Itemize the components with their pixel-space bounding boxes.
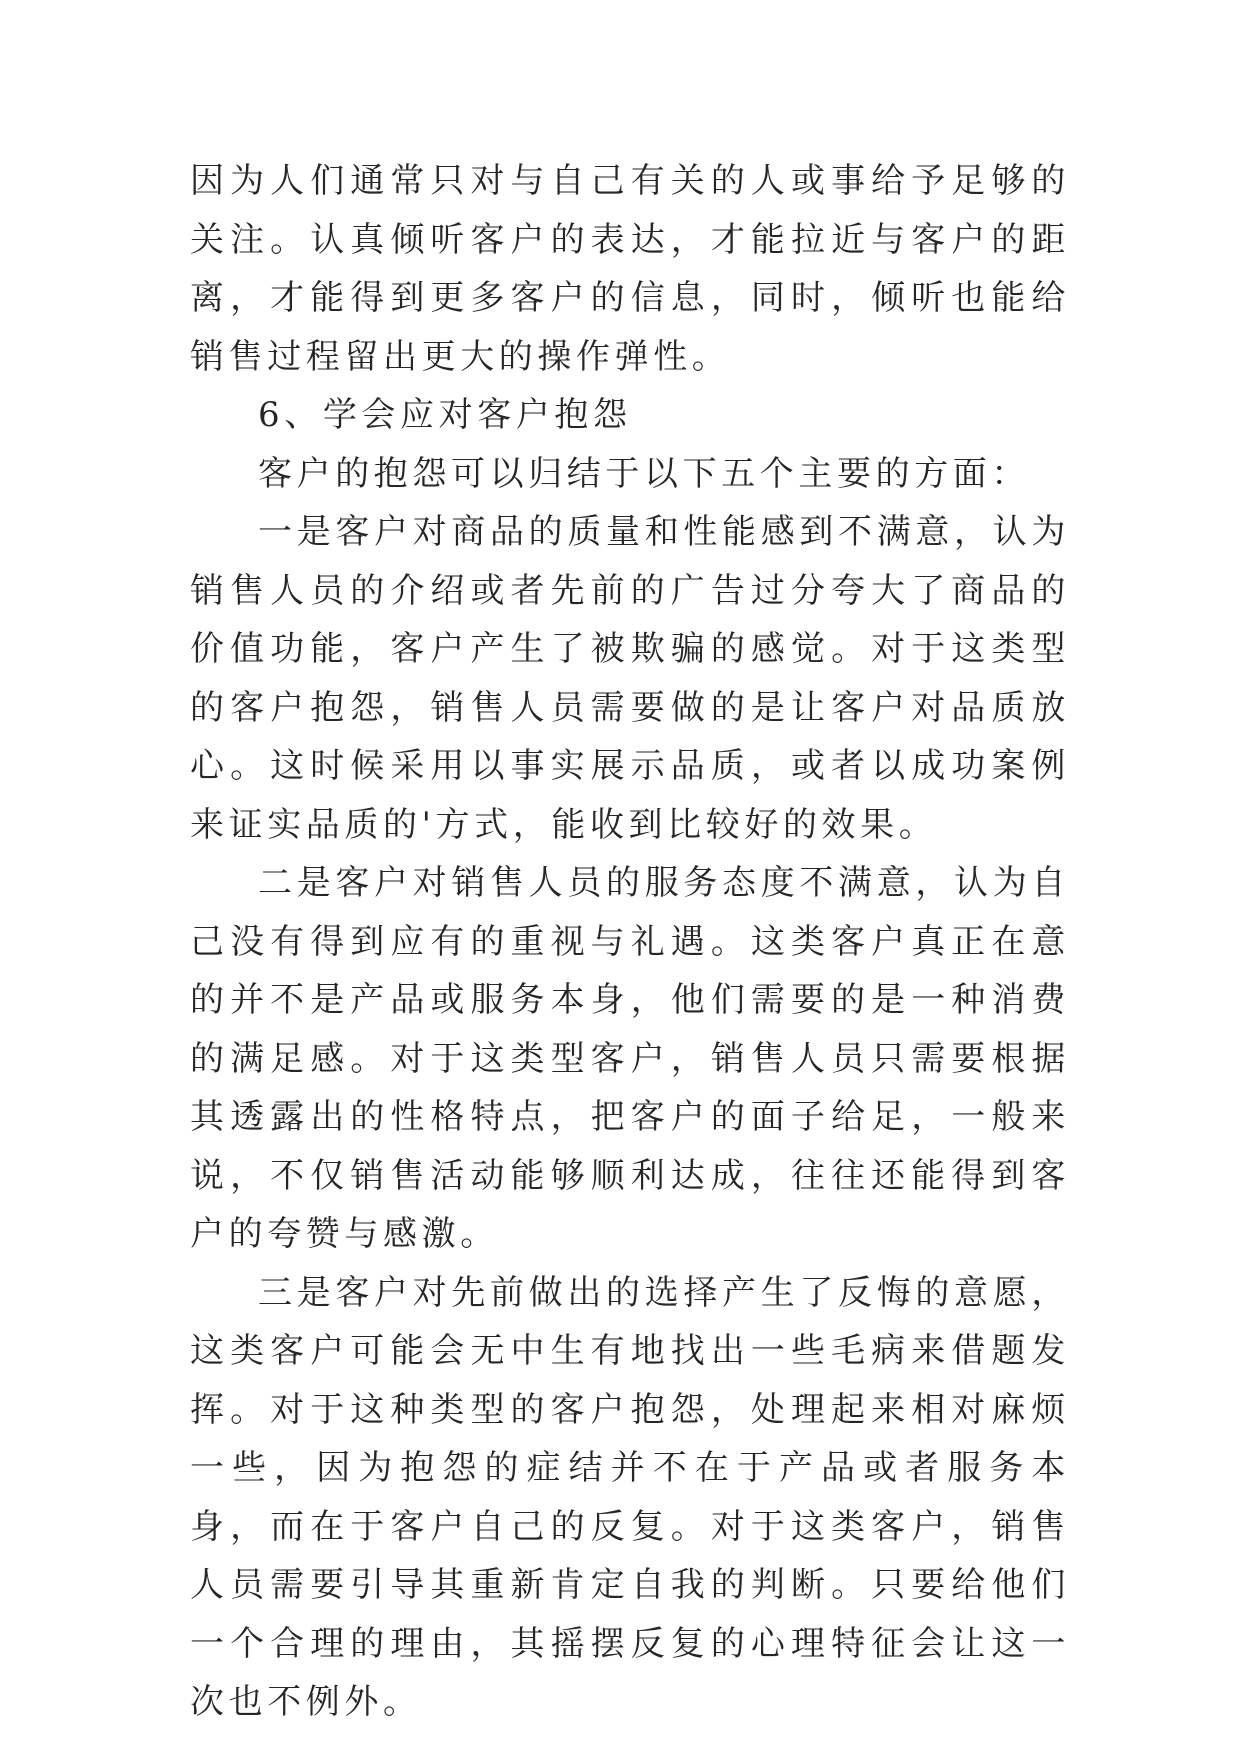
section-heading-6: 6、学会应对客户抱怨 xyxy=(258,395,632,435)
body-paragraph-1: 因为人们通常只对与自己有关的人或事给予足够的关注。认真倾听客户的表达，才能拉近与客户的距离，才能得到更多客户的信息，同时，倾听也能给销售过程留出更大的操作弹性。 xyxy=(190,161,1070,377)
body-paragraph-2: 客户的抱怨可以归结于以下五个主要的方面： xyxy=(258,453,1030,494)
body-paragraph-4: 二是客户对销售人员的服务态度不满意，认为自己没有得到应有的重视与礼遇。这类客户真正在意的并不是产品或服务本身，他们需要的是一种消费的满足感。对于这类型客户，销售人员只需要根据其透露出的性格特点，把客户的面子给足，一般来说，不仅销售活动能够顺利达成，往往还能得到客户的夸赞与感激。 xyxy=(190,863,1070,1254)
document-body xyxy=(190,152,1070,1732)
body-paragraph-5: 三是客户对先前做出的选择产生了反悔的意愿，这类客户可能会无中生有地找出一些毛病来借题发挥。对于这种类型的客户抱怨，处理起来相对麻烦一些，因为抱怨的症结并不在于产品或者服务本身，而在于客户自己的反复。对于这类客户，销售人员需要引导其重新肯定自我的判断。只要给他们一个合理的理由，其摇摆反复的心理特征会让这一次也不例外。 xyxy=(190,1272,1070,1722)
body-paragraph-3: 一是客户对商品的质量和性能感到不满意，认为销售人员的介绍或者先前的广告过分夸大了商品的价值功能，客户产生了被欺骗的感觉。对于这类型的客户抱怨，销售人员需要做的是让客户对品质放心。这时候采用以事实展示品质，或者以成功案例来证实品质的'方式，能收到比较好的效果。 xyxy=(190,512,1070,845)
